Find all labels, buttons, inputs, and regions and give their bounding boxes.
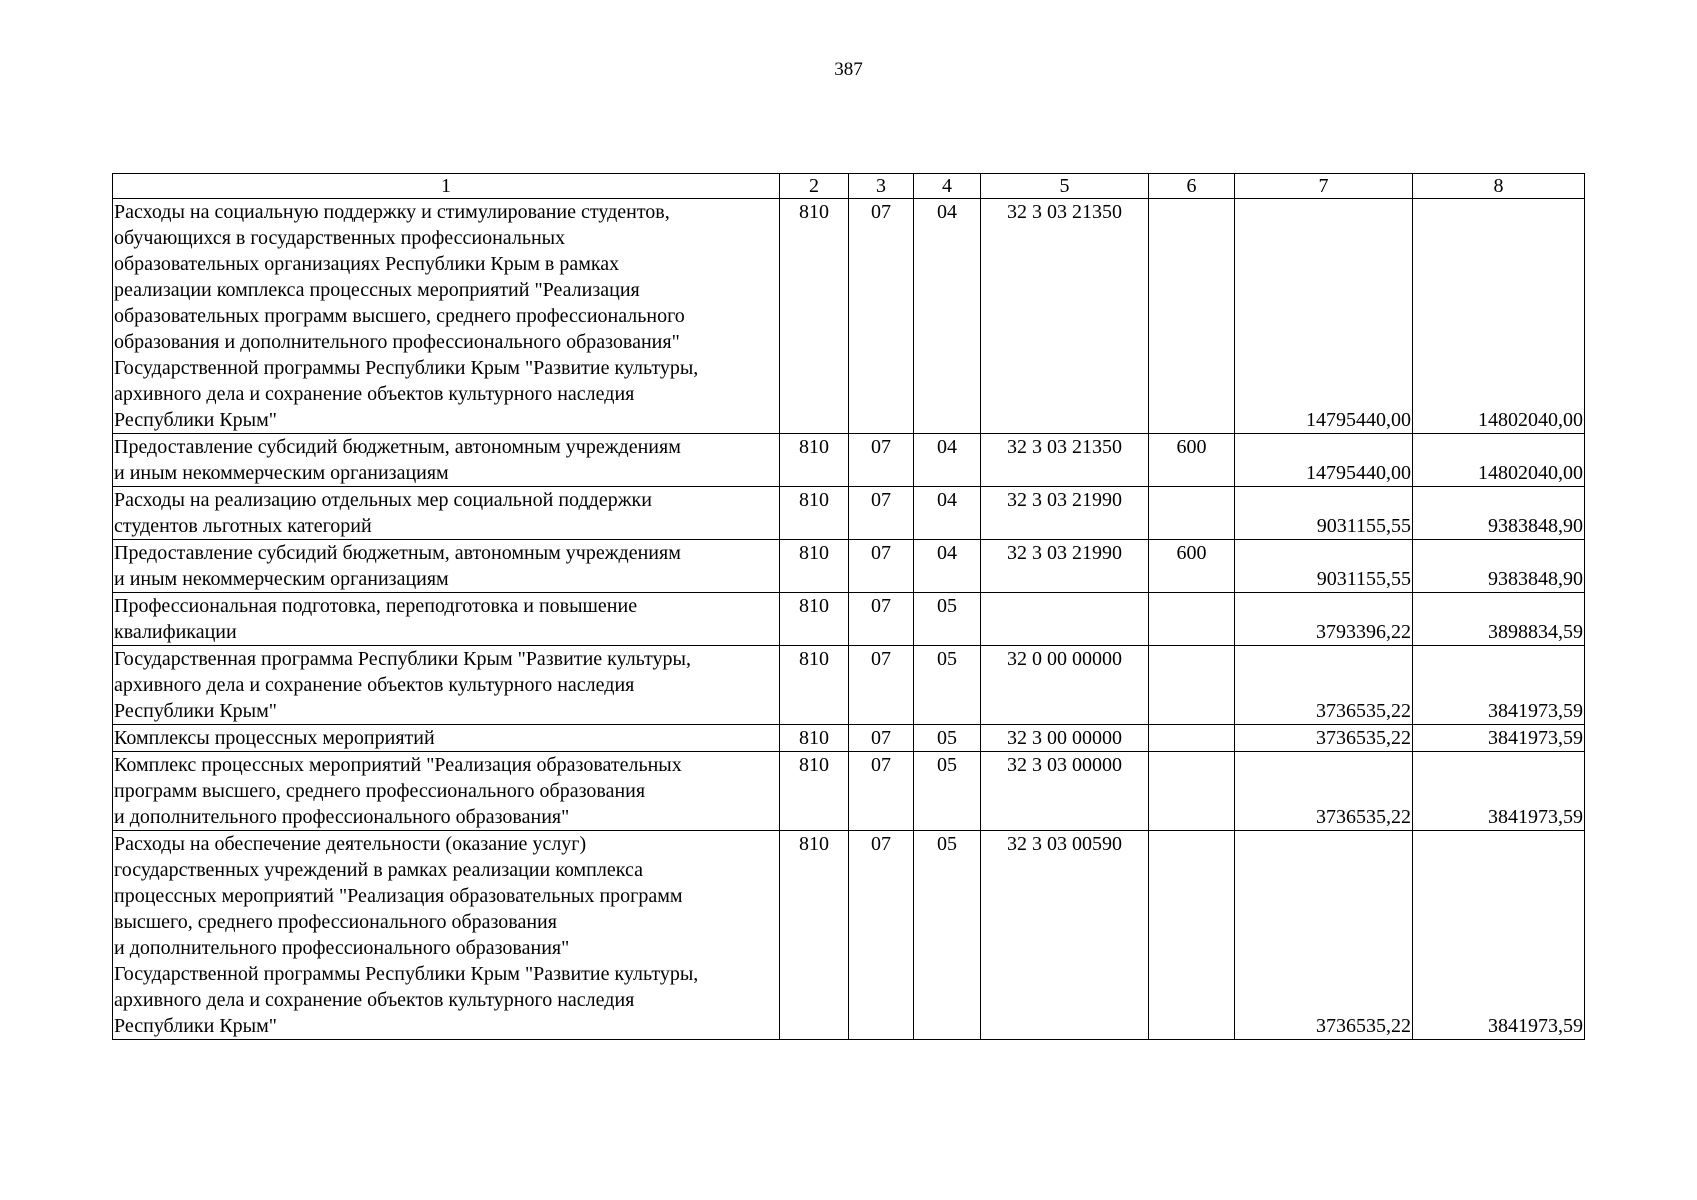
target-code: 32 3 00 00000 <box>981 725 1149 752</box>
amount-col8: 9383848,90 <box>1413 540 1585 593</box>
subsection-code: 05 <box>914 725 981 752</box>
amount-col8: 9383848,90 <box>1413 487 1585 540</box>
table-row <box>113 831 1585 1040</box>
row-name: Расходы на обеспечение деятельности (оказание услуг) государственных учреждений в рамках реализации комплекса процессных мероприятий "Реализация образовательных программ высшего, среднего профессионального образования и дополнительного профессионального образования" Государственной программы Республики Крым "Развитие культуры, архивного дела и сохранение объектов культурного наследия Республики Крым" <box>113 831 780 1040</box>
subsection-code: 04 <box>914 487 981 540</box>
amount-col8: 3841973,59 <box>1413 831 1585 1040</box>
amount-col7: 9031155,55 <box>1235 487 1413 540</box>
table-row <box>113 646 1585 725</box>
table-row <box>113 434 1585 487</box>
expense-type-code <box>1149 752 1235 831</box>
row-name: Комплексы процессных мероприятий <box>113 725 780 752</box>
amount-col7: 3736535,22 <box>1235 831 1413 1040</box>
section-code: 07 <box>849 646 914 725</box>
admin-code: 810 <box>780 199 849 434</box>
amount-col7: 14795440,00 <box>1235 434 1413 487</box>
expense-type-code <box>1149 831 1235 1040</box>
column-header: 7 <box>1235 174 1413 199</box>
subsection-code: 05 <box>914 593 981 646</box>
table-row <box>113 487 1585 540</box>
column-header: 4 <box>914 174 981 199</box>
admin-code: 810 <box>780 593 849 646</box>
target-code: 32 3 03 21990 <box>981 487 1149 540</box>
amount-col8: 3841973,59 <box>1413 646 1585 725</box>
row-name: Комплекс процессных мероприятий "Реализация образовательных программ высшего, среднего профессионального образования и дополнительного профессионального образования" <box>113 752 780 831</box>
row-name: Расходы на реализацию отдельных мер социальной поддержки студентов льготных категорий <box>113 487 780 540</box>
column-header: 2 <box>780 174 849 199</box>
subsection-code: 05 <box>914 646 981 725</box>
column-header: 3 <box>849 174 914 199</box>
subsection-code: 04 <box>914 434 981 487</box>
table-row <box>113 593 1585 646</box>
amount-col7: 3793396,22 <box>1235 593 1413 646</box>
section-code: 07 <box>849 725 914 752</box>
section-code: 07 <box>849 540 914 593</box>
amount-col8: 3898834,59 <box>1413 593 1585 646</box>
target-code: 32 3 03 00000 <box>981 752 1149 831</box>
column-header: 1 <box>113 174 780 199</box>
table-row <box>113 199 1585 434</box>
row-name: Профессиональная подготовка, переподготовка и повышение квалификации <box>113 593 780 646</box>
target-code: 32 0 00 00000 <box>981 646 1149 725</box>
amount-col7: 14795440,00 <box>1235 199 1413 434</box>
amount-col7: 3736535,22 <box>1235 752 1413 831</box>
subsection-code: 04 <box>914 540 981 593</box>
table-row <box>113 725 1585 752</box>
admin-code: 810 <box>780 646 849 725</box>
budget-table <box>112 173 1585 1040</box>
column-header: 8 <box>1413 174 1585 199</box>
expense-type-code: 600 <box>1149 434 1235 487</box>
admin-code: 810 <box>780 487 849 540</box>
expense-type-code <box>1149 725 1235 752</box>
table-row <box>113 540 1585 593</box>
column-header: 6 <box>1149 174 1235 199</box>
row-name: Расходы на социальную поддержку и стимулирование студентов, обучающихся в государственных профессиональных образовательных организациях Республики Крым в рамках реализации комплекса процессных мероприятий "Реализация образовательных программ высшего, среднего профессионального образования и дополнительного профессионального образования" Государственной программы Республики Крым "Развитие культуры, архивного дела и сохранение объектов культурного наследия Республики Крым" <box>113 199 780 434</box>
expense-type-code: 600 <box>1149 540 1235 593</box>
expense-type-code <box>1149 199 1235 434</box>
subsection-code: 04 <box>914 199 981 434</box>
target-code: 32 3 03 21350 <box>981 434 1149 487</box>
table-row <box>113 752 1585 831</box>
section-code: 07 <box>849 752 914 831</box>
target-code <box>981 593 1149 646</box>
page-number: 387 <box>834 59 863 80</box>
target-code: 32 3 03 00590 <box>981 831 1149 1040</box>
admin-code: 810 <box>780 725 849 752</box>
column-header: 5 <box>981 174 1149 199</box>
section-code: 07 <box>849 593 914 646</box>
amount-col8: 3841973,59 <box>1413 752 1585 831</box>
section-code: 07 <box>849 831 914 1040</box>
amount-col7: 9031155,55 <box>1235 540 1413 593</box>
admin-code: 810 <box>780 831 849 1040</box>
expense-type-code <box>1149 593 1235 646</box>
target-code: 32 3 03 21350 <box>981 199 1149 434</box>
expense-type-code <box>1149 487 1235 540</box>
row-name: Предоставление субсидий бюджетным, автономным учреждениям и иным некоммерческим организациям <box>113 434 780 487</box>
amount-col7: 3736535,22 <box>1235 646 1413 725</box>
amount-col7: 3736535,22 <box>1235 725 1413 752</box>
amount-col8: 14802040,00 <box>1413 434 1585 487</box>
section-code: 07 <box>849 434 914 487</box>
target-code: 32 3 03 21990 <box>981 540 1149 593</box>
admin-code: 810 <box>780 752 849 831</box>
subsection-code: 05 <box>914 752 981 831</box>
subsection-code: 05 <box>914 831 981 1040</box>
admin-code: 810 <box>780 540 849 593</box>
expense-type-code <box>1149 646 1235 725</box>
table-header-row <box>113 174 1585 199</box>
row-name: Предоставление субсидий бюджетным, автономным учреждениям и иным некоммерческим организациям <box>113 540 780 593</box>
section-code: 07 <box>849 487 914 540</box>
row-name: Государственная программа Республики Крым "Развитие культуры, архивного дела и сохранение объектов культурного наследия Республики Крым" <box>113 646 780 725</box>
section-code: 07 <box>849 199 914 434</box>
amount-col8: 14802040,00 <box>1413 199 1585 434</box>
admin-code: 810 <box>780 434 849 487</box>
amount-col8: 3841973,59 <box>1413 725 1585 752</box>
